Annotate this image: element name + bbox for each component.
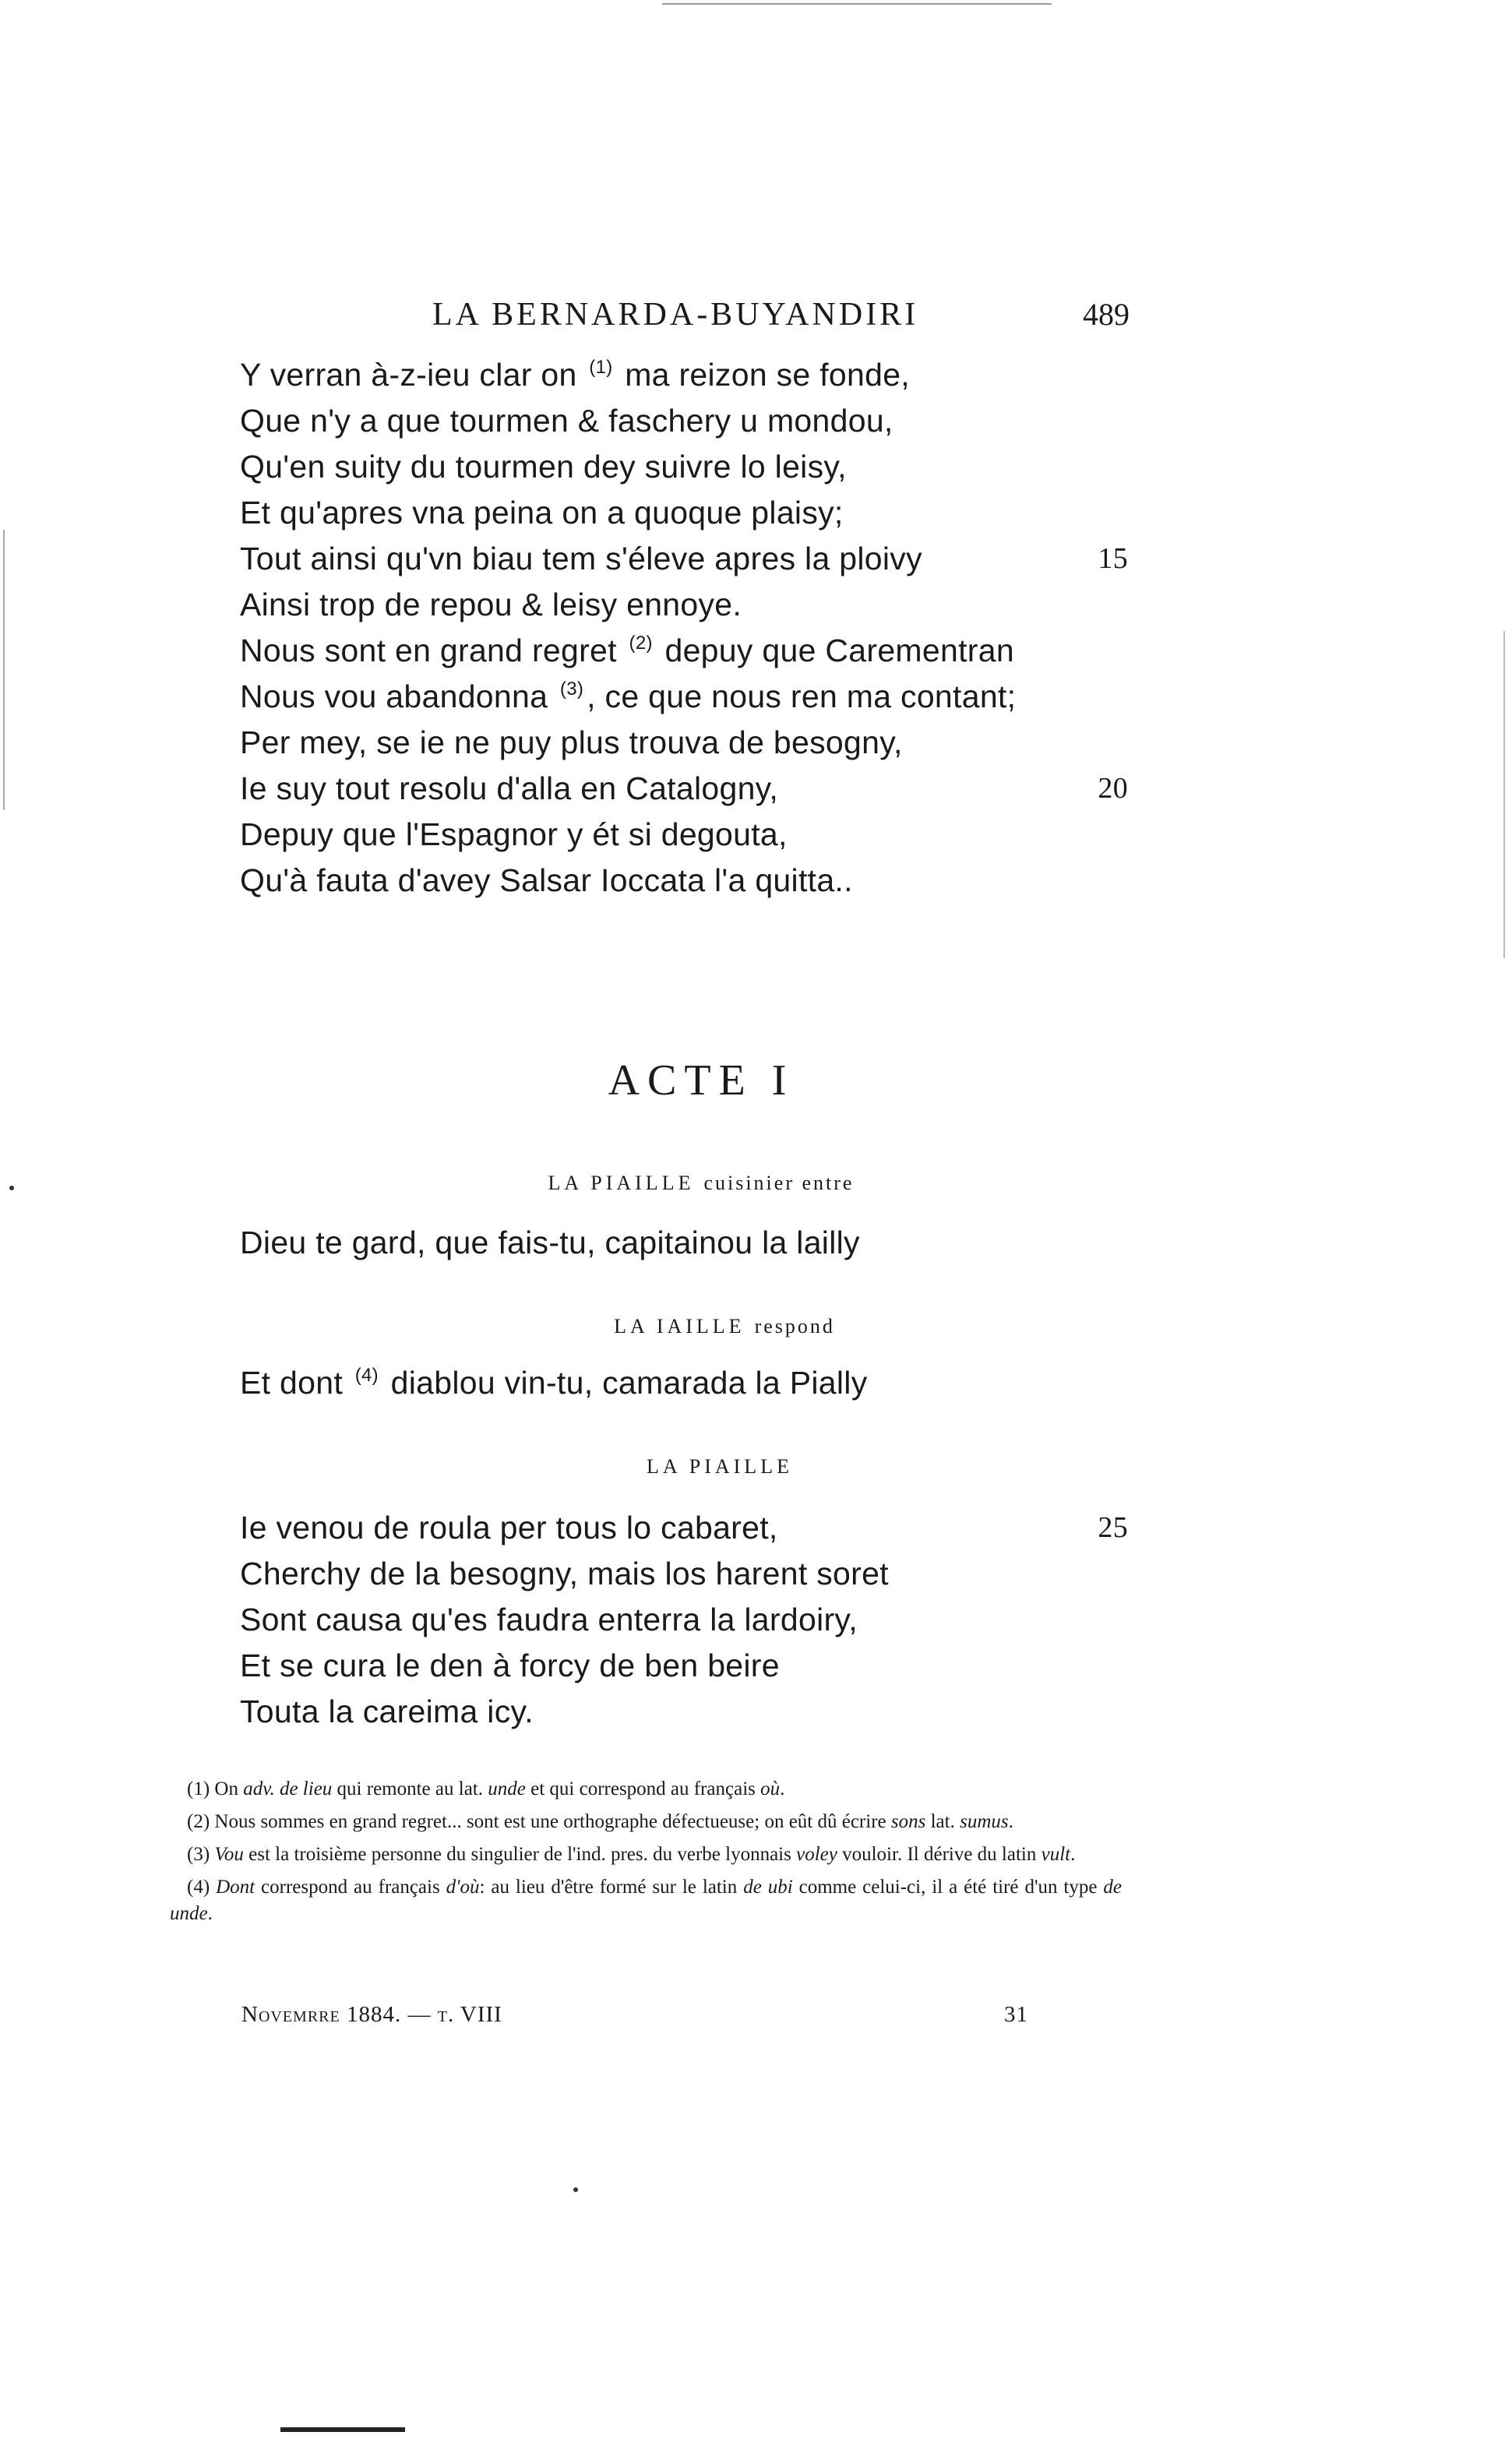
verse-line [240,1505,1128,1551]
line-number: 20 [1098,772,1128,805]
footnote-ref: (1) [589,357,613,378]
verse-text: Ie suy tout resolu d'alla en Catalogny, [240,770,779,806]
verse-text: Et se cura le den à forcy de ben beire [240,1648,780,1683]
footnote-ref: (2) [629,633,653,654]
verse-text: Nous vou abandonna $^{(3)}$, ce que nous ren ma contant; [240,678,1017,714]
verse-line [240,490,1128,536]
stage-direction [0,1455,1402,1479]
verse-line [240,674,1128,720]
verse-text: Sont causa qu'es faudra enterra la lardoiry, [240,1602,858,1637]
verse-line [240,1220,1128,1266]
footnote-ref: (3) [559,678,584,700]
speaker-name: LA PIAILLE [548,1172,695,1194]
verse-line [240,628,1128,674]
running-title: LA BERNARDA-BUYANDIRI [432,297,919,333]
verse-line [240,1360,1128,1406]
verse-line [240,352,1128,398]
verse-text: Tout ainsi qu'vn biau tem s'éleve apres la ploivy [240,541,922,576]
verse-text: Y verran à-z-ieu clar on $^{(1)}$ ma reizon se fonde, [240,357,910,393]
verse-text: Et qu'apres vna peina on a quoque plaisy; [240,495,844,530]
page-number: 489 [1083,297,1130,332]
verse-line [240,1643,1128,1689]
verse-text: Dieu te gard, que fais-tu, capitainou la lailly [240,1225,860,1260]
verse-text: Depuy que l'Espagnor y ét si degouta, [240,816,788,852]
footnote: (4) Dont correspond au français d'où: au lieu d'être formé sur le latin de ubi comme celui-ci, il a été tiré d'un type de unde. [170,1877,1122,1924]
dialogue-verse [240,1220,1128,1266]
verse-text: Nous sont en grand regret $^{(2)}$ depuy que Carementran [240,633,1014,668]
verse-text: Per mey, se ie ne puy plus trouva de besogny, [240,724,903,760]
stage-note: respond [754,1315,835,1338]
dialogue-verse [240,1505,1128,1735]
running-head [234,296,1130,343]
scan-rule-left [3,530,5,810]
stage-direction [0,1172,1402,1195]
verse-line [240,766,1128,812]
verse-line [240,398,1128,444]
verse-line [240,858,1128,904]
verse-line [240,582,1128,628]
verse-text: Que n'y a que tourmen & faschery u mondou, [240,403,893,439]
verse-line [240,720,1128,766]
verse-text: Cherchy de la besogny, mais los harent soret [240,1556,889,1591]
footnote: (1) On adv. de lieu qui remonte au lat. unde et qui correspond au français où. [187,1778,785,1799]
verse-line [240,1551,1128,1597]
issue-date: Novemrre 1884. — t. VIII [241,2002,502,2027]
footnote-ref: (4) [354,1365,379,1386]
verse-text: Ie venou de roula per tous lo cabaret, [240,1510,778,1546]
footnote: (3) Vou est la troisième personne du singulier de l'ind. pres. du verbe lyonnais voley vouloir. Il dérive du latin vult. [187,1844,1076,1865]
speaker-name: LA IAILLE [614,1315,745,1338]
act-title: ACTE I [608,1056,795,1105]
verse-line [240,1597,1128,1643]
verse-line [240,444,1128,490]
stage-note: cuisinier entre [703,1172,855,1194]
verse-text: Et dont $^{(4)}$ diablou vin-tu, camarada la Pially [240,1365,868,1401]
stage-direction [0,1315,1402,1338]
verse-text: Touta la careima icy. [240,1694,534,1729]
dialogue-verse [240,1360,1128,1406]
footnote: (2) Nous sommes en grand regret... sont est une orthographe défectueuse; on eût dû écrire sons lat. sumus. [187,1811,1013,1832]
verse-text: Qu'en suity du tourmen dey suivre lo leisy, [240,449,847,485]
line-number: 15 [1098,542,1128,575]
scan-rule-right [1503,631,1505,958]
line-number: 25 [1098,1511,1128,1544]
scan-speck [573,2187,578,2192]
signature-number: 31 [1004,2002,1028,2027]
footnotes [170,1776,1122,1933]
verse-line [240,812,1128,858]
prologue-verse [240,352,1128,904]
scan-rule-top [662,3,1052,5]
verse-text: Qu'à fauta d'avey Salsar Ioccata l'a quitta.. [240,862,853,898]
verse-line [240,536,1128,582]
scan-rule-bottom [280,2427,405,2432]
verse-line [240,1689,1128,1735]
speaker-name: LA PIAILLE [647,1455,793,1478]
verse-text: Ainsi trop de repou & leisy ennoye. [240,587,742,622]
